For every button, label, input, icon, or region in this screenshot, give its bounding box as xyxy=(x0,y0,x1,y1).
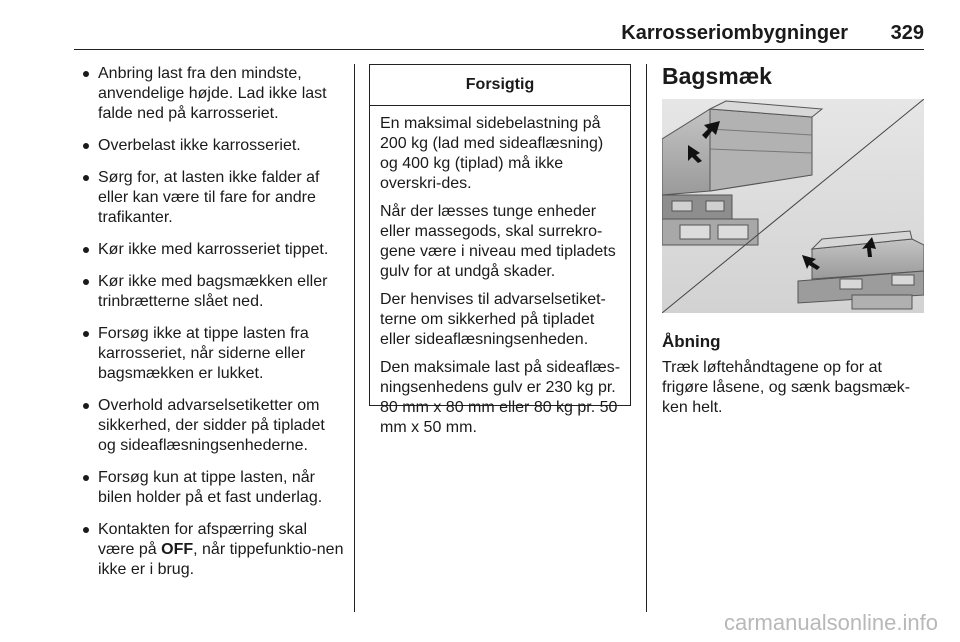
section-title: Bagsmæk xyxy=(662,63,772,89)
off-keyword: OFF xyxy=(161,541,194,558)
caution-paragraph: Den maksimale last på sideaflæs-ningsenhedens gulv er 230 kg pr. 80 mm x 80 mm eller 80 kg pr. 50 mm x 50 mm. xyxy=(380,359,621,436)
caution-paragraph: Når der læsses tunge enheder eller massegods, skal surrekro-gene være i niveau med tipladets gulv for at undgå skader. xyxy=(380,203,616,280)
list-item: Sørg for, at lasten ikke falder af eller kan være til fare for andre trafikanter. xyxy=(74,168,346,228)
running-title: Karrosseriombygninger xyxy=(621,22,848,44)
page-header xyxy=(74,0,924,50)
subheading-opening: Åbning xyxy=(662,332,721,351)
tailgate-illustration-svg xyxy=(662,99,924,313)
caution-paragraph: En maksimal sidebelastning på 200 kg (lad med sideaflæsning) og 400 kg (tiplad) må ikke overskri-des. xyxy=(380,115,604,192)
right-column xyxy=(662,63,924,89)
list-item: Kør ikke med karrosseriet tippet. xyxy=(74,240,346,260)
list-item: Forsøg kun at tippe lasten, når bilen holder på et fast underlag. xyxy=(74,468,346,508)
list-item: Kør ikke med bagsmækken eller trinbrætterne slået ned. xyxy=(74,272,346,312)
safety-bullet-list xyxy=(74,64,346,580)
caution-title: Forsigtig xyxy=(370,65,630,106)
caution-body xyxy=(370,106,630,438)
column-divider xyxy=(354,64,355,612)
list-item xyxy=(74,520,346,580)
opening-instructions: Træk løftehåndtagene op for at frigøre låsene, og sænk bagsmæk-ken helt. xyxy=(662,359,911,416)
page-number: 329 xyxy=(890,22,924,44)
list-item: Overhold advarselsetiketter om sikkerhed, der sidder på tipladet og sideaflæsningsenhederne. xyxy=(74,396,346,456)
tailgate-illustration xyxy=(662,99,924,313)
list-item: Anbring last fra den mindste, anvendelige højde. Lad ikke last falde ned på karrosseriet. xyxy=(74,64,346,124)
column-divider xyxy=(646,64,647,612)
list-item: Forsøg ikke at tippe lasten fra karrosseriet, når siderne eller bagsmækken er lukket. xyxy=(74,324,346,384)
caution-paragraph: Der henvises til advarselsetiket-terne om sikkerhed på tipladet eller sideaflæsningsenheden. xyxy=(380,291,606,348)
list-item: Overbelast ikke karrosseriet. xyxy=(74,136,346,156)
caution-box xyxy=(369,64,631,436)
left-column xyxy=(74,64,346,592)
footer-watermark: carmanualsonline.info xyxy=(723,610,938,635)
list-item-text: Kontakten for afspærring skal være på xyxy=(98,521,307,558)
list-item-text: , når tippefunktio-nen ikke er i brug. xyxy=(98,541,344,578)
